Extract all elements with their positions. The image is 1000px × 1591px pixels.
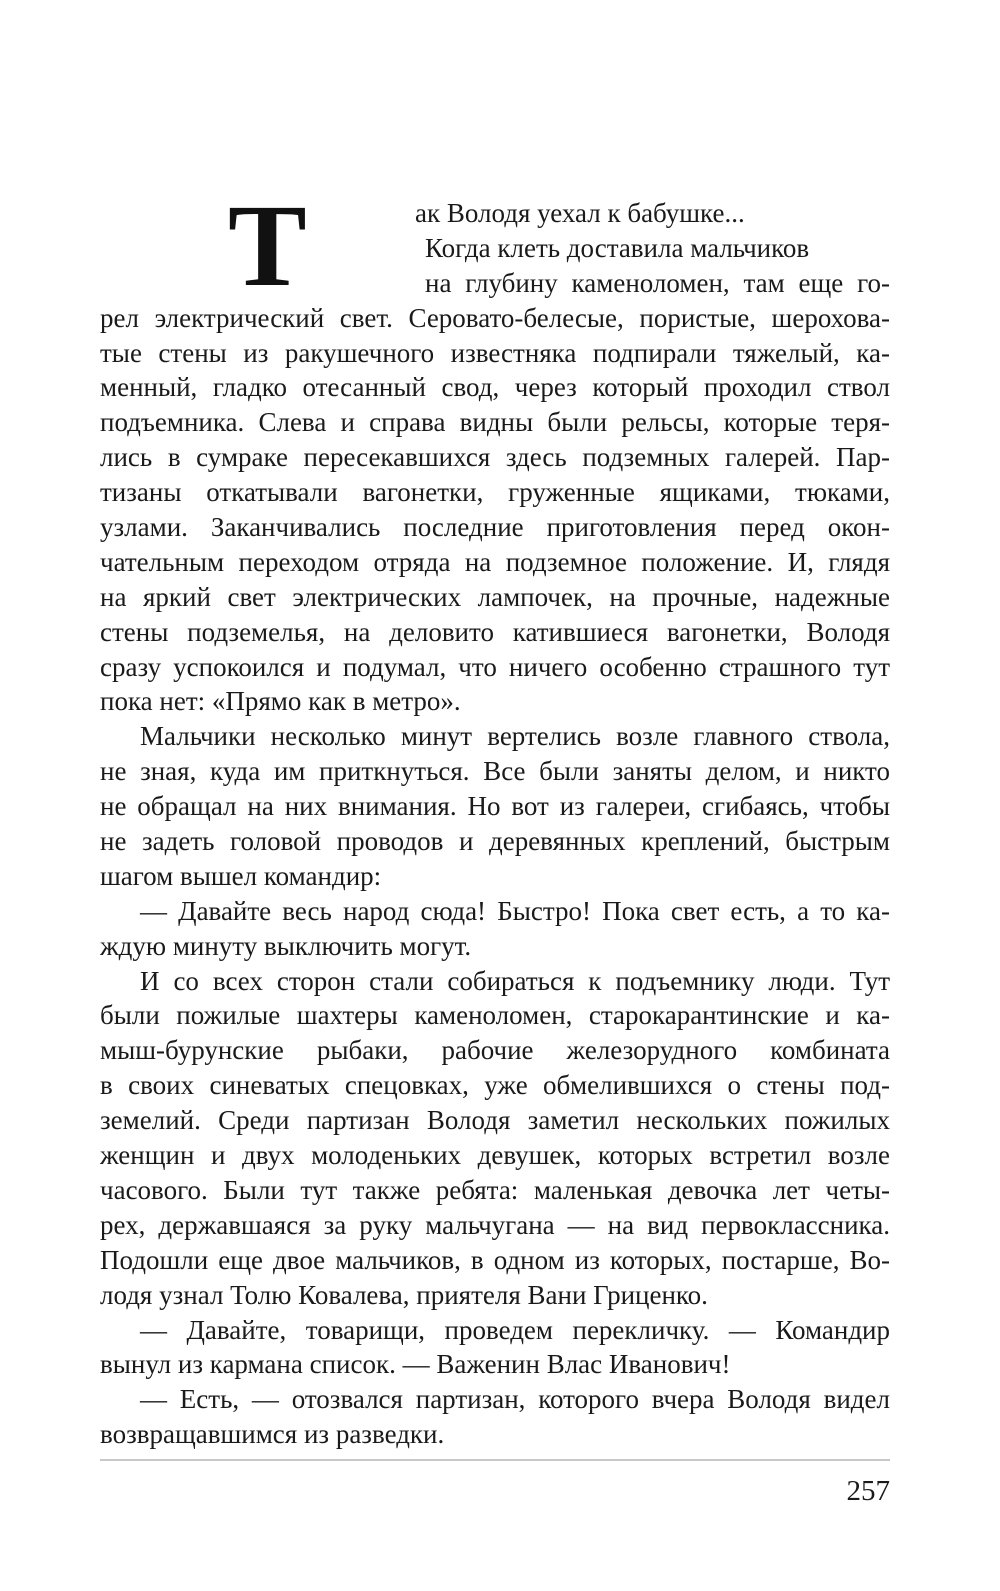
text-line: в своих синеватых спецовках, уже обмелившихся о стены под- bbox=[100, 1070, 890, 1101]
text-line: часового. Были тут также ребята: маленькая девочка лет четы- bbox=[100, 1174, 890, 1205]
text-line: шагом вышел командир: bbox=[100, 860, 382, 891]
text-line: лодя узнал Толю Ковалева, приятеля Вани Гриценко. bbox=[100, 1279, 708, 1310]
text-line: мыш-бурунские рыбаки, рабочие железорудного комбината bbox=[100, 1035, 890, 1066]
text-line: тизаны откатывали вагонетки, груженные ящиками, тюками, bbox=[100, 477, 890, 508]
text-line: Мальчики несколько минут вертелись возле главного ствола, bbox=[140, 721, 890, 752]
footer-rule bbox=[100, 1459, 890, 1461]
text-line: были пожилые шахтеры каменоломен, старокарантинские и ка- bbox=[100, 1000, 890, 1031]
text-line: Когда клеть доставила мальчиков bbox=[425, 232, 810, 263]
text-line: не зная, куда им приткнуться. Все были заняты делом, и никто bbox=[100, 756, 890, 787]
text-line: женщин и двух молоденьких девушек, которых встретил возле bbox=[100, 1140, 890, 1171]
text-line: — Есть, — отозвался партизан, которого вчера Володя видел bbox=[140, 1384, 890, 1415]
text-line: ак Володя уехал к бабушке... bbox=[415, 198, 745, 228]
text-line: ждую минуту выключить могут. bbox=[100, 930, 472, 961]
text-line: тые стены из ракушечного известняка подпирали тяжелый, ка- bbox=[100, 337, 890, 368]
text-line: рех, державшаяся за руку мальчугана — на вид первоклассника. bbox=[100, 1209, 890, 1240]
text-line: сразу успокоился и подумал, что ничего особенно страшного тут bbox=[100, 651, 890, 682]
text-line: лись в сумраке пересекавшихся здесь подземных галерей. Пар- bbox=[100, 442, 890, 473]
text-line: на яркий свет электрических лампочек, на прочные, надежные bbox=[100, 581, 890, 612]
text-line: узлами. Заканчивались последние приготовления перед окон- bbox=[100, 512, 890, 543]
body-text bbox=[100, 196, 890, 1452]
text-line: пока нет: «Прямо как в метро». bbox=[100, 686, 461, 717]
text-line: Подошли еще двое мальчиков, в одном из которых, постарше, Во- bbox=[100, 1244, 890, 1275]
text-line: — Давайте весь народ сюда! Быстро! Пока свет есть, а то ка- bbox=[140, 895, 890, 926]
text-line: чательным переходом отряда на подземное положение. И, глядя bbox=[100, 546, 890, 577]
text-line: стены подземелья, на деловито катившиеся вагонетки, Володя bbox=[100, 616, 890, 647]
drop-cap: Т bbox=[228, 199, 307, 299]
text-line: — Давайте, товарищи, проведем перекличку. — Командир bbox=[140, 1314, 890, 1345]
text-line: рел электрический свет. Серовато-белесые, пористые, шерохова- bbox=[100, 302, 890, 333]
text-line: на глубину каменоломен, там еще го- bbox=[425, 267, 890, 298]
text-line: не обращал на них внимания. Но вот из галереи, сгибаясь, чтобы bbox=[100, 791, 890, 822]
text-line: вынул из кармана список. — Важенин Влас Иванович! bbox=[100, 1349, 731, 1380]
text-line: И со всех сторон стали собираться к подъемнику люди. Тут bbox=[140, 965, 890, 996]
page-number: 257 bbox=[846, 1475, 890, 1507]
text-line: не задеть головой проводов и деревянных креплений, быстрым bbox=[100, 826, 890, 857]
text-line: подъемника. Слева и справа видны были рельсы, которые теря- bbox=[100, 407, 890, 438]
text-line: менный, гладко отесанный свод, через который проходил ствол bbox=[100, 372, 890, 403]
text-line: земелий. Среди партизан Володя заметил нескольких пожилых bbox=[100, 1105, 890, 1136]
text-line: возвращавшимся из разведки. bbox=[100, 1419, 445, 1450]
